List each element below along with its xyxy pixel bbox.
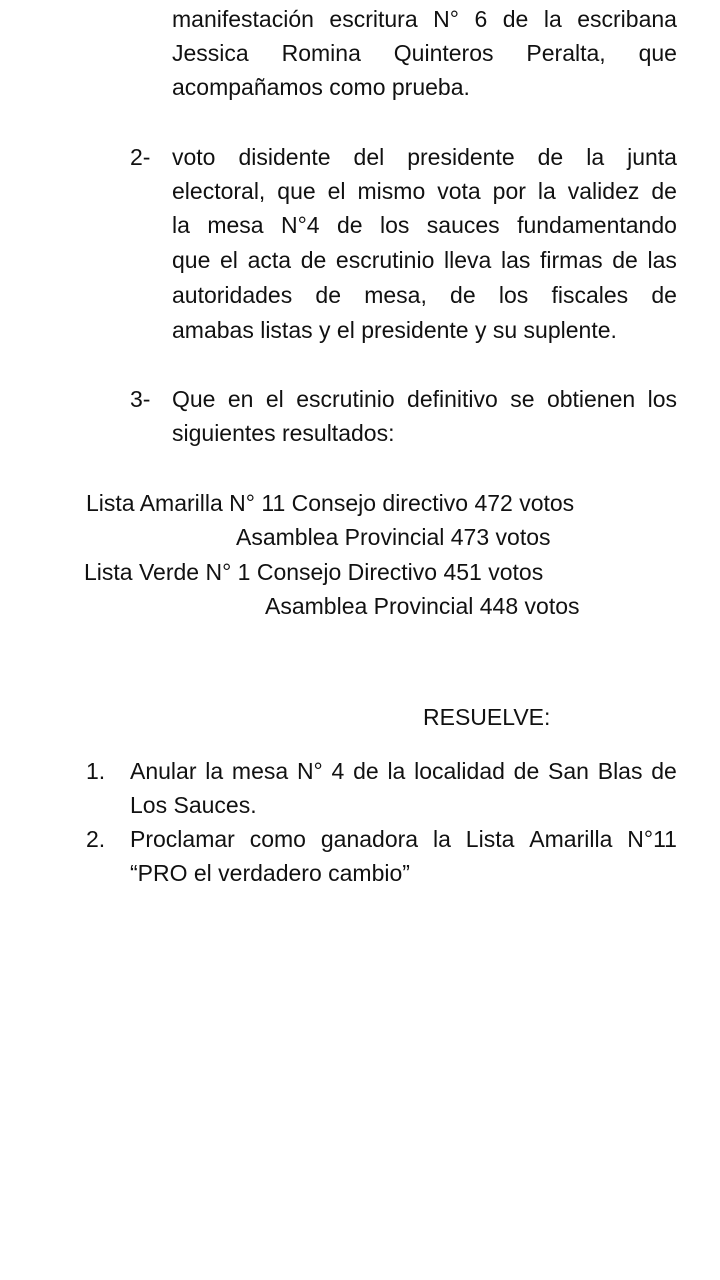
result-amarilla-asamblea: Asamblea Provincial 473 votos — [236, 524, 551, 550]
item-2-line-3 — [172, 208, 677, 242]
intro-line-1 — [172, 2, 677, 36]
word: disidente — [238, 144, 331, 170]
word: Peralta, — [526, 40, 606, 66]
word: Proclamar — [130, 826, 235, 852]
word: la — [205, 758, 224, 784]
word: escritura — [329, 6, 418, 32]
word: sauces — [426, 212, 500, 238]
item-2-number: 2- — [130, 144, 151, 170]
word: firmas — [540, 247, 603, 273]
word: del — [353, 144, 385, 170]
word: ganadora — [320, 826, 419, 852]
word: de — [315, 282, 341, 308]
word: 6 — [474, 6, 488, 32]
word: los — [379, 212, 410, 238]
item-2-line-4 — [172, 243, 677, 277]
item-3-number: 3- — [130, 386, 151, 412]
word: acta — [247, 247, 292, 273]
word: vota — [437, 178, 481, 204]
word: de — [502, 6, 529, 32]
word: de — [651, 178, 677, 204]
word: escrutinio — [296, 386, 395, 412]
word: de — [651, 282, 677, 308]
intro-line-3: acompañamos como prueba. — [172, 74, 470, 100]
result-amarilla-consejo: Lista Amarilla N° 11 Consejo directivo 472 votos — [86, 490, 575, 516]
word: validez — [567, 178, 640, 204]
word: San — [548, 758, 589, 784]
item-2-line-6: amabas listas y el presidente y su suplente. — [172, 317, 617, 343]
word: fundamentando — [517, 212, 677, 238]
result-verde-asamblea: Asamblea Provincial 448 votos — [265, 593, 580, 619]
word: el — [327, 178, 346, 204]
word: Quinteros — [393, 40, 494, 66]
item-2-line-1 — [172, 140, 677, 174]
word: Jessica — [172, 40, 249, 66]
word: los — [647, 386, 677, 412]
word: Anular — [130, 758, 197, 784]
word: N° — [296, 758, 323, 784]
word: que — [277, 178, 316, 204]
word: de — [353, 758, 379, 784]
word: las — [647, 247, 677, 273]
word: escrutinio — [335, 247, 435, 273]
word: voto — [172, 144, 216, 170]
word: de — [651, 758, 677, 784]
word: N°11 — [627, 826, 677, 852]
word: mesa — [231, 758, 289, 784]
word: obtienen — [546, 386, 636, 412]
word: N°4 — [280, 212, 320, 238]
word: el — [265, 386, 284, 412]
word: por — [492, 178, 526, 204]
word: manifestación — [172, 6, 314, 32]
word: mesa, — [364, 282, 427, 308]
resuelve-item-1-number: 1. — [86, 758, 106, 784]
word: presidente — [407, 144, 515, 170]
word: la — [387, 758, 406, 784]
word: 4 — [331, 758, 345, 784]
result-verde-consejo: Lista Verde N° 1 Consejo Directivo 451 votos — [84, 559, 544, 585]
word: junta — [627, 144, 677, 170]
word: de — [336, 212, 363, 238]
resuelve-item-2-number: 2. — [86, 826, 106, 852]
word: escribana — [577, 6, 677, 32]
word: de — [612, 247, 638, 273]
item-2-line-2 — [172, 174, 677, 208]
word: se — [510, 386, 535, 412]
resuelve-item-2-line-2: “PRO el verdadero cambio” — [130, 860, 410, 886]
word: lleva — [444, 247, 492, 273]
word: Amarilla — [529, 826, 613, 852]
resuelve-item-1-line-2: Los Sauces. — [130, 792, 257, 818]
word: Lista — [465, 826, 515, 852]
word: mesa — [207, 212, 264, 238]
word: la — [537, 178, 556, 204]
word: electoral, — [172, 178, 266, 204]
item-3-line-2: siguientes resultados: — [172, 420, 395, 446]
word: fiscales — [551, 282, 629, 308]
resuelve-item-1-line-1 — [130, 754, 677, 788]
word: Que — [172, 386, 216, 412]
resuelve-item-2-line-1 — [130, 822, 677, 856]
word: definitivo — [407, 386, 498, 412]
word: la — [543, 6, 562, 32]
word: N° — [433, 6, 459, 32]
word: mismo — [357, 178, 426, 204]
word: en — [227, 386, 254, 412]
word: localidad — [414, 758, 505, 784]
item-2-line-5 — [172, 278, 677, 312]
word: de — [537, 144, 564, 170]
intro-line-2 — [172, 36, 677, 70]
word: que — [638, 40, 677, 66]
word: de — [450, 282, 476, 308]
word: que — [172, 247, 211, 273]
word: autoridades — [172, 282, 293, 308]
word: de — [300, 247, 327, 273]
word: la — [586, 144, 605, 170]
word: las — [500, 247, 531, 273]
word: el — [220, 247, 238, 273]
word: la — [172, 212, 190, 238]
resuelve-heading: RESUELVE: — [423, 704, 551, 730]
word: Blas — [597, 758, 643, 784]
word: Romina — [281, 40, 361, 66]
word: de — [513, 758, 540, 784]
word: como — [249, 826, 306, 852]
item-3-line-1 — [172, 382, 677, 416]
word: los — [498, 282, 529, 308]
word: la — [432, 826, 451, 852]
